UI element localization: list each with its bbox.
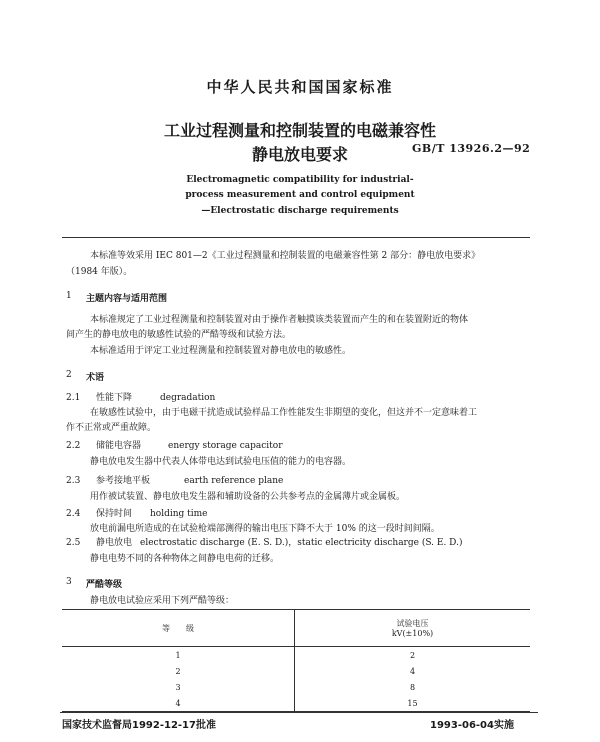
grade-cell: 3 xyxy=(62,679,295,695)
term-definition: 用作被试装置、静电放电发生器和辅助设备的公共参考点的金属薄片或金属板。 xyxy=(90,492,406,502)
voltage-cell: 8 xyxy=(409,682,416,692)
term-definition: 在敏感性试验中，由于电磁干扰造成试验样品工作性能发生非期望的变化，但这并不一定意味着工 xyxy=(90,408,478,418)
voltage-header-line2: kV(±10%) xyxy=(391,629,434,638)
section3-number: 3 xyxy=(66,577,72,587)
term-english: electrostatic discharge (E. S. D.)，static electricity discharge (S. E. D.) xyxy=(140,538,463,548)
table-row xyxy=(62,679,530,695)
grade-cell: 2 xyxy=(62,663,295,679)
intro-line2: （1984 年版）。 xyxy=(66,267,133,277)
term-definition: 静电放电发生器中代表人体带电达到试验电压值的能力的电容器。 xyxy=(90,457,352,467)
section3-intro: 静电放电试验应采用下列严酷等级： xyxy=(90,596,235,606)
term-english: earth reference plane xyxy=(184,476,284,486)
title-en-line1: Electromagnetic compatibility for industrial- xyxy=(186,175,414,185)
term-number: 2.1 xyxy=(66,393,81,403)
voltage-cell: 4 xyxy=(409,666,416,676)
voltage-cell: 2 xyxy=(409,650,416,660)
title-en-line2: process measurement and control equipment xyxy=(185,190,415,200)
table-row xyxy=(62,647,530,664)
title-divider xyxy=(62,237,530,238)
section2-heading: 术语 xyxy=(86,373,105,383)
section1-p2: 本标准适用于评定工业过程测量和控制装置对静电放电的敏感性。 xyxy=(90,346,352,356)
voltage-column-header xyxy=(295,610,531,647)
term-definition: 静电电势不同的各种物体之间静电电荷的迁移。 xyxy=(90,554,280,564)
term-number: 2.4 xyxy=(66,509,81,519)
grade-cell: 1 xyxy=(62,647,295,664)
grade-cell: 4 xyxy=(62,695,295,712)
section2-number: 2 xyxy=(66,370,72,380)
term-definition: 放电前漏电所造成的在试验枪端部测得的输出电压下降不大于 10% 的这一段时间间隔。 xyxy=(90,524,440,534)
title-cn-line1: 工业过程测量和控制装置的电磁兼容性 xyxy=(163,121,436,140)
term-name: 性能下降 xyxy=(96,393,133,403)
section1-p1-line2: 间产生的静电放电的敏感性试验的严酷等级和试验方法。 xyxy=(66,330,292,340)
section1-heading: 主题内容与适用范围 xyxy=(86,294,168,304)
table-header-row xyxy=(62,610,530,647)
title-cn-line2: 静电放电要求 xyxy=(251,145,348,164)
term-name: 静电放电 xyxy=(96,538,133,548)
standard-header: 中华人民共和国国家标准 xyxy=(206,78,394,96)
section1-number: 1 xyxy=(66,291,72,301)
term-english: energy storage capacitor xyxy=(168,441,283,451)
grade-column-header: 等 级 xyxy=(62,610,295,647)
term-name: 保持时间 xyxy=(96,509,133,519)
table-row xyxy=(62,695,530,712)
effective-date: 1993-06-04实施 xyxy=(430,720,514,731)
section3-heading: 严酷等级 xyxy=(86,580,123,590)
approval-date: 国家技术监督局1992-12-17批准 xyxy=(62,720,216,731)
term-name: 参考接地平板 xyxy=(96,476,151,486)
severity-table xyxy=(62,609,530,712)
table-row xyxy=(62,663,530,679)
term-definition: 作不正常或严重故障。 xyxy=(66,423,157,433)
footer-divider xyxy=(60,712,538,713)
term-english: holding time xyxy=(150,509,208,519)
intro-line1: 本标准等效采用 IEC 801—2《工业过程测量和控制装置的电磁兼容性第 2 部分：静电放电要求》 xyxy=(90,251,481,261)
voltage-header-line1: 试验电压 xyxy=(396,619,429,628)
section1-p1-line1: 本标准规定了工业过程测量和控制装置对由于操作者触摸该类装置而产生的和在装置附近的物体 xyxy=(90,315,469,325)
term-name: 储能电容器 xyxy=(96,441,142,451)
standard-code: GB/T 13926.2—92 xyxy=(412,142,531,155)
voltage-cell: 15 xyxy=(295,695,531,712)
term-number: 2.2 xyxy=(66,441,81,451)
term-number: 2.5 xyxy=(66,538,81,548)
term-number: 2.3 xyxy=(66,476,81,486)
title-en-line3: —Electrostatic discharge requirements xyxy=(201,206,399,216)
term-english: degradation xyxy=(160,393,216,403)
